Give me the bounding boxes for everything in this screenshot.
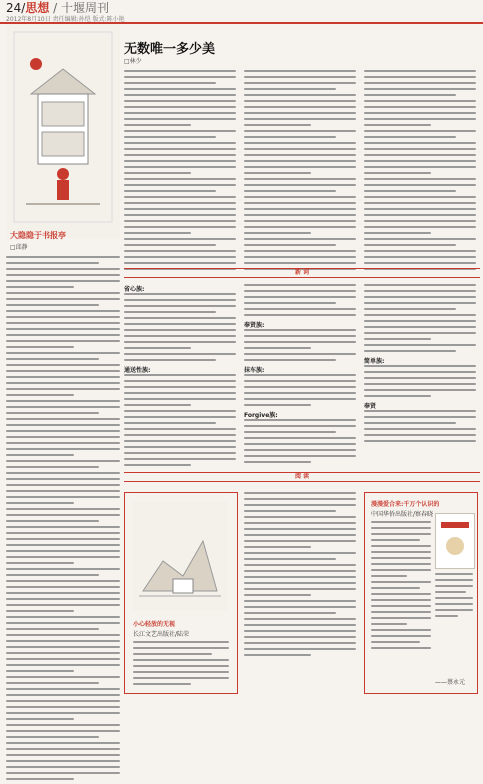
article-title: 无数唯一多少美 — [124, 42, 216, 57]
box2-side-body — [435, 573, 473, 621]
keyword-3: 奉贤族: — [244, 322, 265, 329]
box1-body — [133, 641, 229, 689]
read-box-1 — [124, 492, 238, 694]
article-body-col1 — [124, 70, 236, 274]
box3-author: ——蔡永元 — [435, 679, 466, 686]
illustration-caption: 大隐隐于书报亭 — [10, 231, 66, 240]
box1-sub: 长江文艺出版社/陆荣 — [133, 631, 190, 638]
book-cover — [435, 513, 475, 569]
box2-title: 漫漫爱合来:千万个认识的 — [371, 501, 440, 508]
page-number: 24/ — [6, 1, 26, 15]
keyword-7: 奉贤 — [364, 403, 377, 410]
main-column — [124, 24, 480, 699]
keyword-5: Forgive族: — [244, 412, 278, 419]
read-middle-col — [244, 492, 356, 660]
read-box-2 — [364, 492, 478, 694]
page-header — [0, 0, 483, 24]
news-col3 — [364, 284, 476, 446]
article-body-col3 — [364, 70, 476, 274]
section-name: 思想 — [25, 1, 50, 15]
box2-body — [371, 521, 431, 653]
sketch-illustration — [133, 501, 227, 611]
article-body-col2 — [244, 70, 356, 274]
illustration-kiosk — [6, 24, 120, 238]
article-author: □林少 — [124, 58, 142, 65]
keyword-1: 省心族: — [124, 286, 145, 293]
header-title: 24/思想 / 十堰周刊 — [6, 1, 110, 15]
left-article-body — [6, 256, 120, 784]
news-col1 — [124, 284, 236, 470]
left-byline: □邱静 — [10, 244, 28, 251]
read-section-bar: 阅 读 — [124, 472, 480, 482]
left-column — [6, 24, 120, 699]
box1-title: 小心轻放的无视 — [133, 621, 176, 628]
header-meta: 2012年8月10日 责任编辑:孙恺 版式:陈小艳 — [6, 16, 125, 23]
keyword-2: 通送性族: — [124, 367, 151, 374]
subsection-name: 十堰周刊 — [61, 1, 110, 15]
keyword-6: 简单族: — [364, 358, 385, 365]
box2-sub: 中国华侨出版社/察春晓 — [371, 511, 434, 518]
keyword-4: 抹车族: — [244, 367, 265, 374]
news-col2 — [244, 284, 356, 467]
news-section-bar: 新 词 — [124, 268, 480, 278]
